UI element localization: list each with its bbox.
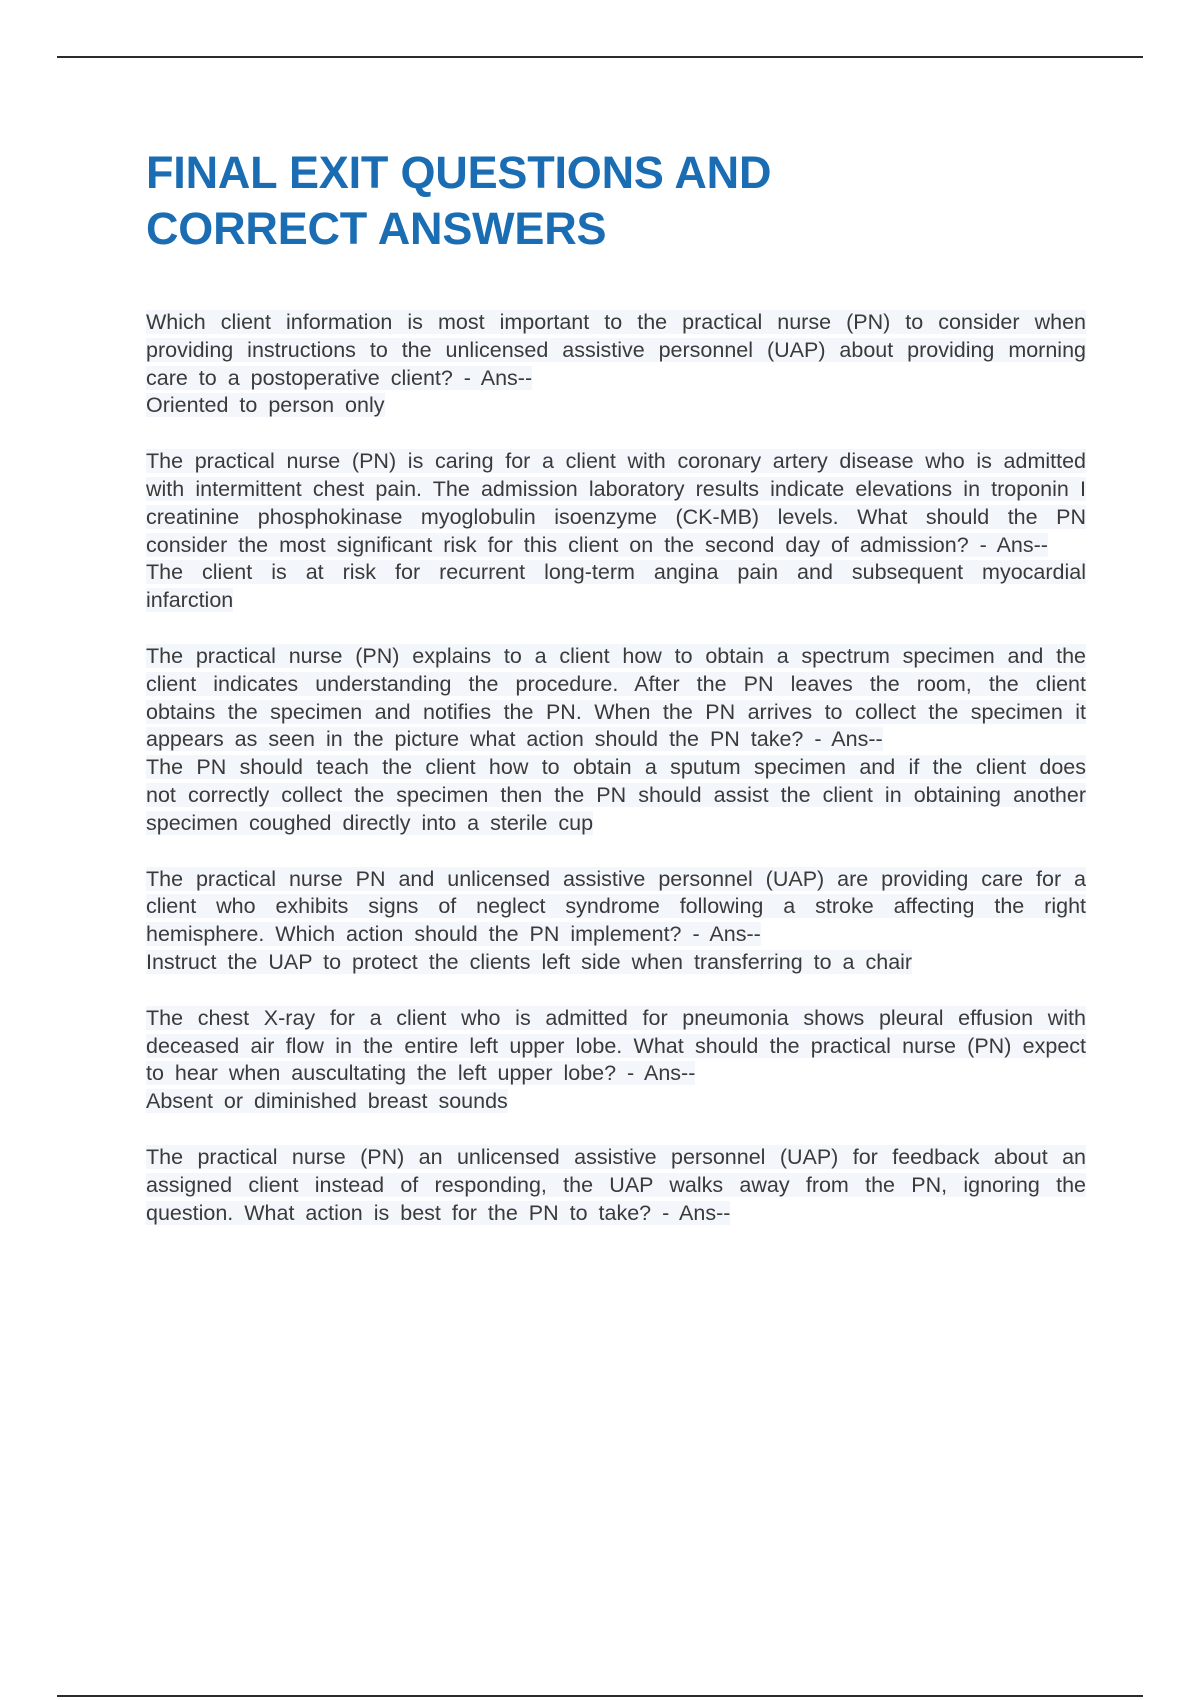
qa-list <box>146 309 1086 1227</box>
qa-item <box>146 309 1086 420</box>
top-rule <box>57 56 1143 58</box>
qa-item <box>146 1005 1086 1116</box>
answer-text: Instruct the UAP to protect the clients left side when transferring to a chair <box>146 949 913 974</box>
title-line-2: CORRECT ANSWERS <box>146 203 607 254</box>
qa-item <box>146 643 1086 838</box>
question-text: The practical nurse (PN) explains to a client how to obtain a spectrum specimen and the client indicates understanding the procedure. After the PN leaves the room, the client obtains the specimen and notifies the PN. When the PN arrives to collect the specimen it appears as seen in the picture what action should the PN take? - Ans-- <box>146 643 1086 752</box>
qa-item <box>146 448 1086 615</box>
answer-text: The PN should teach the client how to obtain a sputum specimen and if the client does not correctly collect the specimen then the PN should assist the client in obtaining another specimen coughed directly into a sterile cup <box>146 755 1086 835</box>
qa-item <box>146 866 1086 977</box>
title-line-1: FINAL EXIT QUESTIONS AND <box>146 147 772 198</box>
question-text: Which client information is most important to the practical nurse (PN) to consider when providing instructions to the unlicensed assistive personnel (UAP) about providing morning care to a postoperative client? - Ans-- <box>146 310 1086 390</box>
question-text: The practical nurse (PN) an unlicensed assistive personnel (UAP) for feedback about an assigned client instead of responding, the UAP walks away from the PN, ignoring the question. What action is best for the PN to take? - Ans-- <box>146 1144 1086 1225</box>
bottom-rule <box>57 1695 1143 1697</box>
document-body <box>146 145 1086 1255</box>
answer-text: The client is at risk for recurrent long-term angina pain and subsequent myocardial infarction <box>146 560 1086 613</box>
answer-text: Absent or diminished breast sounds <box>146 1089 508 1114</box>
document-title <box>146 145 1086 257</box>
question-text: The practical nurse PN and unlicensed assistive personnel (UAP) are providing care for a client who exhibits signs of neglect syndrome following a stroke affecting the right hemisphere. Which action should the PN implement? - Ans-- <box>146 866 1086 947</box>
question-text: The chest X-ray for a client who is admitted for pneumonia shows pleural effusion with deceased air flow in the entire left upper lobe. What should the practical nurse (PN) expect to hear when auscultating the left upper lobe? - Ans-- <box>146 1005 1086 1086</box>
answer-text: Oriented to person only <box>146 393 385 418</box>
qa-item <box>146 1144 1086 1227</box>
question-text: The practical nurse (PN) is caring for a client with coronary artery disease who is admitted with intermittent chest pain. The admission laboratory results indicate elevations in troponin I creatinine phosphokinase myoglobulin isoenzyme (CK-MB) levels. What should the PN consider the most significant risk for this client on the second day of admission? - Ans-- <box>146 449 1086 557</box>
